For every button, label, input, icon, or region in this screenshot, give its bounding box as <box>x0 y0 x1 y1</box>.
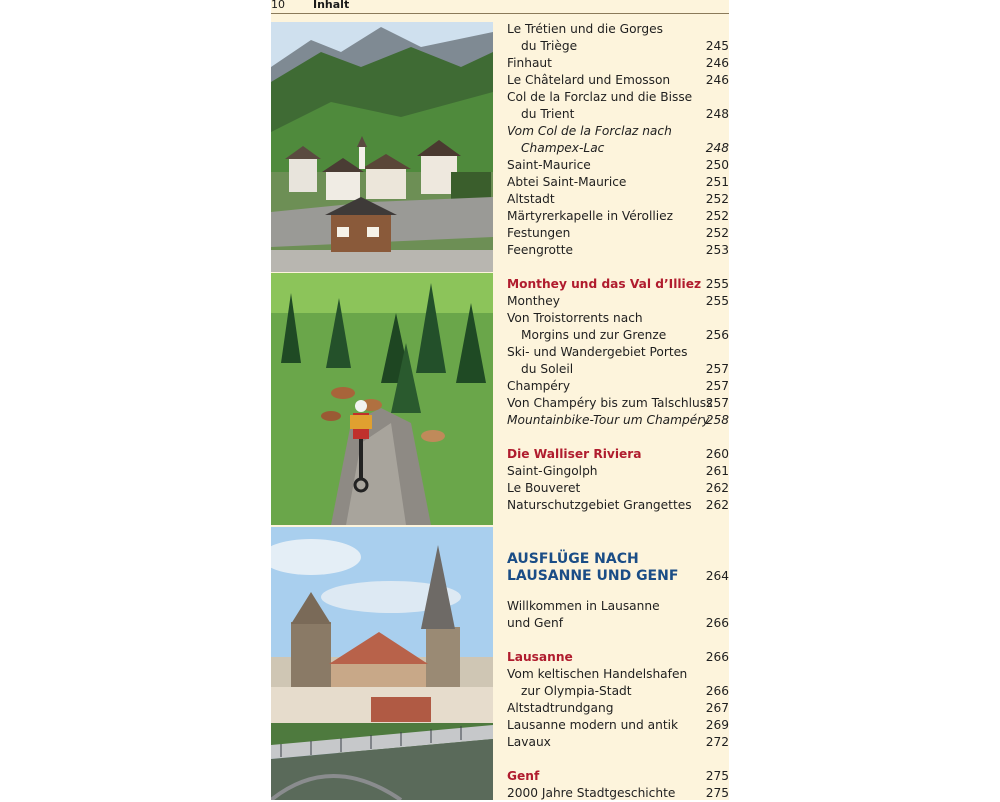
toc-entry <box>507 208 729 225</box>
toc-entry-title: Mountainbike-Tour um Champéry <box>507 413 710 427</box>
toc-section-heading <box>507 276 729 293</box>
toc-entry-page: 262 <box>705 481 729 495</box>
toc-entry-title: Vom keltischen Handelshafen <box>507 667 688 681</box>
toc-entry <box>507 480 729 497</box>
toc-entry <box>507 344 729 361</box>
toc-entry <box>507 734 729 751</box>
toc-entry-title: Genf <box>507 769 540 783</box>
toc-entry-title: Willkommen in Lausanne <box>507 599 660 613</box>
toc-section-heading <box>507 649 729 666</box>
toc-entry-title: Von Champéry bis zum Talschluss <box>507 396 713 410</box>
toc-entry-title: Champéry <box>507 379 571 393</box>
toc-entry-page: 257 <box>705 379 729 393</box>
toc-entry-title: Le Trétien und die Gorges <box>507 22 663 36</box>
toc-entry <box>507 72 729 89</box>
toc-entry <box>507 666 729 683</box>
toc-entry <box>507 717 729 734</box>
toc-entry <box>507 106 729 123</box>
toc-entry-title: Lausanne <box>507 650 573 664</box>
toc-entry-page: 267 <box>705 701 729 715</box>
toc-entry-page: 269 <box>705 718 729 732</box>
toc-entry-title: Von Troistorrents nach <box>507 311 643 325</box>
toc-entry-title: du Triège <box>521 39 578 53</box>
toc-entry <box>507 378 729 395</box>
running-title: Inhalt <box>313 0 350 11</box>
toc-chapter-heading <box>507 568 729 585</box>
toc-entry-title: Le Châtelard und Emosson <box>507 73 671 87</box>
toc-entry-title: Festungen <box>507 226 571 240</box>
toc-entry-page: 266 <box>705 616 729 630</box>
toc-entry-title: Altstadtrundgang <box>507 701 614 715</box>
toc-entry-title: Altstadt <box>507 192 555 206</box>
toc-entry <box>507 310 729 327</box>
book-page <box>271 0 729 800</box>
toc-entry-title: Champex-Lac <box>521 141 605 155</box>
toc-entry-title: Lavaux <box>507 735 551 749</box>
toc-entry <box>507 140 729 157</box>
toc-entry-page: 266 <box>705 684 729 698</box>
toc-entry-page: 257 <box>705 362 729 376</box>
toc-entry-page: 255 <box>705 294 729 308</box>
toc-entry-page: 248 <box>705 141 729 155</box>
toc-entry <box>507 361 729 378</box>
page-number: 10 <box>271 0 285 11</box>
toc-entry-title: Finhaut <box>507 56 552 70</box>
toc-entry <box>507 123 729 140</box>
toc-entry-page: 275 <box>705 786 729 800</box>
toc-entry <box>507 615 729 632</box>
toc-entry-page: 264 <box>705 569 729 583</box>
toc-entry <box>507 21 729 38</box>
toc-entry-title: Saint-Maurice <box>507 158 591 172</box>
mountainbike-photo <box>271 273 493 525</box>
toc-entry <box>507 412 729 429</box>
toc-entry <box>507 598 729 615</box>
toc-entry-title: Lausanne modern und antik <box>507 718 679 732</box>
toc-entry <box>507 785 729 802</box>
toc-entry-title: du Soleil <box>521 362 574 376</box>
toc-entry-page: 266 <box>705 650 729 664</box>
toc-entry-page: 252 <box>705 192 729 206</box>
toc-entry <box>507 38 729 55</box>
toc-entry <box>507 225 729 242</box>
toc-entry <box>507 174 729 191</box>
toc-entry-title: zur Olympia-Stadt <box>521 684 632 698</box>
toc-entry-page: 275 <box>705 769 729 783</box>
toc-entry <box>507 395 729 412</box>
lausanne-photo <box>271 527 493 800</box>
toc-entry-title: Le Bouveret <box>507 481 581 495</box>
toc-entry-title: Saint-Gingolph <box>507 464 598 478</box>
toc-entry <box>507 191 729 208</box>
toc-entry <box>507 463 729 480</box>
toc-entry-title: LAUSANNE UND GENF <box>507 568 679 584</box>
toc-entry-page: 246 <box>705 73 729 87</box>
toc-entry-page: 251 <box>705 175 729 189</box>
toc-entry-title: du Trient <box>521 107 575 121</box>
toc-entry <box>507 293 729 310</box>
toc-entry-title: Feengrotte <box>507 243 574 257</box>
toc-entry-title: Monthey und das Val d’Illiez <box>507 277 702 291</box>
toc-entry-page: 255 <box>705 277 729 291</box>
toc-entry <box>507 55 729 72</box>
toc-entry-title: Monthey <box>507 294 560 308</box>
toc-entry-page: 258 <box>705 413 729 427</box>
toc-chapter-heading <box>507 551 729 568</box>
toc-entry <box>507 700 729 717</box>
toc-entry-page: 252 <box>705 209 729 223</box>
toc-section-heading <box>507 446 729 463</box>
toc-entry-title: und Genf <box>507 616 564 630</box>
village-photo <box>271 22 493 272</box>
toc-entry <box>507 497 729 514</box>
toc-entry-page: 253 <box>705 243 729 257</box>
toc-entry-page: 256 <box>705 328 729 342</box>
toc-entry <box>507 242 729 259</box>
toc-entry-title: Morgins und zur Grenze <box>521 328 667 342</box>
toc-entry-page: 261 <box>705 464 729 478</box>
toc-entry-title: Col de la Forclaz und die Bisse <box>507 90 693 104</box>
toc-section-heading <box>507 768 729 785</box>
toc-entry-page: 250 <box>705 158 729 172</box>
toc-entry-page: 262 <box>705 498 729 512</box>
toc-entry-title: Abtei Saint-Maurice <box>507 175 627 189</box>
running-header <box>271 0 729 14</box>
toc-entry <box>507 683 729 700</box>
toc-entry-title: Märtyrerkapelle in Vérolliez <box>507 209 674 223</box>
toc-entry <box>507 327 729 344</box>
toc-entry-title: Naturschutzgebiet Grangettes <box>507 498 692 512</box>
toc-entry-page: 246 <box>705 56 729 70</box>
toc-entry <box>507 89 729 106</box>
toc-entry-title: Die Walliser Riviera <box>507 447 642 461</box>
toc-entry-page: 272 <box>705 735 729 749</box>
toc-entry-page: 260 <box>705 447 729 461</box>
toc-entry-page: 252 <box>705 226 729 240</box>
toc-entry <box>507 157 729 174</box>
toc-entry-title: Vom Col de la Forclaz nach <box>507 124 672 138</box>
toc-entry-title: Ski- und Wandergebiet Portes <box>507 345 688 359</box>
toc-entry-title: AUSFLÜGE NACH <box>507 551 639 567</box>
toc-entry-title: 2000 Jahre Stadtgeschichte <box>507 786 676 800</box>
toc-entry-page: 257 <box>705 396 729 410</box>
toc-entry-page: 248 <box>705 107 729 121</box>
toc-entry-page: 245 <box>705 39 729 53</box>
